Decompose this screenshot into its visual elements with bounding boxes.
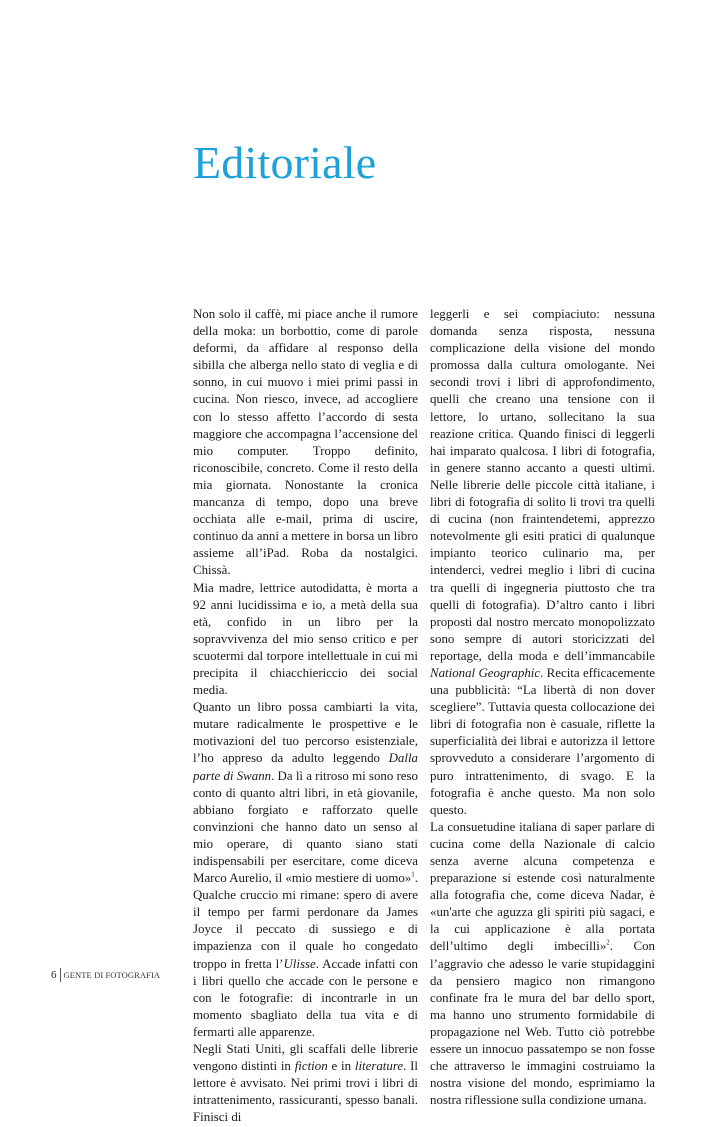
footnote-ref-2: 2 bbox=[606, 939, 610, 948]
paragraph-2: Mia madre, lettrice autodidatta, è morta a 92 anni lucidissima e io, a metà della sua età, confido in un libro per la sopravvivenza del mio senso critico e per scuotermi dal torpore intellettuale in cui mi precipita il chiacchiericcio dei social media. bbox=[193, 580, 418, 698]
footnote-ref-1: 1 bbox=[411, 870, 415, 879]
term-literature: literature bbox=[354, 1059, 404, 1074]
page-title: Editoriale bbox=[193, 137, 377, 188]
footer-divider bbox=[60, 968, 61, 982]
page-number: 6 bbox=[51, 969, 57, 981]
paragraph-4: Negli Stati Uniti, gli scaffali delle librerie vengono distinti in fiction e in literature. Il lettore è avvisato. Nei primi trovi i libri di intrattenimento, rassicuranti, spesso banali. Finisci di bbox=[193, 1042, 419, 1125]
magazine-name: National Geographic bbox=[430, 665, 541, 680]
term-fiction: fiction bbox=[294, 1059, 328, 1074]
magazine-title: GENTE DI FOTOGRAFIA bbox=[63, 970, 161, 980]
paragraph-5: La consuetudine italiana di saper parlare di cucina come della Nazionale di calcio senza averne alcuna competenza e preparazione si estende così naturalmente alla fotografia che, come diceva Nadar, è «un'arte che aguzza gli spiriti più sagaci, e la cui applicazione è alla portata dell’ultimo degli imbecilli»$^2$. Con l’aggravio che adesso le varie stupidaggini da pensiero magico non rimangono confinate fra le mura del bar dello sport, ma hanno uno strumento formidabile di propagazione nel Web. Tutto ciò potrebbe essere un innocuo passatempo se non fosse che attraverso le immagini costruiamo la nostra visione del mondo, esprimiamo la nostra riflessione sulla condizione umana. bbox=[430, 819, 655, 1108]
text-column-right bbox=[430, 306, 655, 1109]
book-title-swann: Dalla parte di Swann bbox=[193, 751, 418, 783]
paragraph-1: Non solo il caffè, mi piace anche il rumore della moka: un borbottio, come di parole deformi, da affidare al responso della sibilla che alberga nello stato di veglia e di sonno, in cui muovo i miei primi passi in cucina. Non riesco, invece, ad accogliere con lo stesso affetto l’accordo di sesta maggiore che accompagna l’accensione del mio computer. Troppo definito, riconoscibile, concreto. Come il resto della mia giornata. Nonostante la cronica mancanza di tempo, dopo una breve occhiata alle e-mail, prima di uscire, continuo da anni a mettere in borsa un libro assieme all’iPad. Roba da nostalgici. Chissà. bbox=[193, 307, 418, 578]
paragraph-3: Quanto un libro possa cambiarti la vita, mutare radicalmente le prospettive e le motivazioni del tuo percorso esistenziale, l’ho appreso da adulto leggendo Dalla parte di Swann. Da lì a ritroso mi sono reso conto di quanto altri libri, in età giovanile, abbiano forgiato e rafforzato quelle convinzioni che hanno dato un senso al mio operare, di quanto siano stati indispensabili per esercitare, come diceva Marco Aurelio, il «mio mestiere di uomo»$^1$. Qualche cruccio mi rimane: spero di avere il tempo per farmi perdonare da James Joyce il peccato di sussiego e di impazienza con il quale ho congedato troppo in fretta l’Ulisse. Accade infatti con i libri quello che accade con le persone e con le fotografie: di incontrarle in un momento sbagliato della tua vita e di fermarti alle apparenze. bbox=[193, 700, 418, 1039]
page-footer bbox=[51, 968, 160, 982]
text-column-left bbox=[193, 306, 418, 1127]
paragraph-4-continued: leggerli e sei compiaciuto: nessuna domanda senza risposta, nessuna complicazione della visione del mondo promossa dalla cultura omologante. Nei secondi trovi i libri di approfondimento, quelli che creano una tensione con il lettore, lo urtano, sollecitano la sua reazione critica. Quando finisci di leggerli hai imparato qualcosa. I libri di fotografia, in genere stanno accanto a questi ultimi. Nelle librerie delle piccole città italiane, i libri di fotografia di solito li trovi tra quelli di cucina (non fraintendetemi, apprezzo notevolmente gli esiti pratici di qualunque impianto teorico culinario ma, per intenderci, vedrei meglio i libri di cucina tra quelli di ingegneria piuttosto che tra quelli di fotografia). D’altro canto i libri proposti dal nostro mercato monopolizzato sono sempre di autori storicizzati del reportage, della moda e dell’immancabile National Geographic. Recita efficacemente una pubblicità: “La libertà di non dover scegliere”. Tuttavia questa collocazione dei libri di fotografia non è casuale, riflette la superficialità dei librai e autorizza il lettore sprovveduto a considerare l’argomento di puro intrattenimento, di svago. E la fotografia è anche questo. Ma non solo questo. bbox=[430, 307, 655, 817]
book-title-ulisse: Ulisse bbox=[283, 956, 316, 971]
